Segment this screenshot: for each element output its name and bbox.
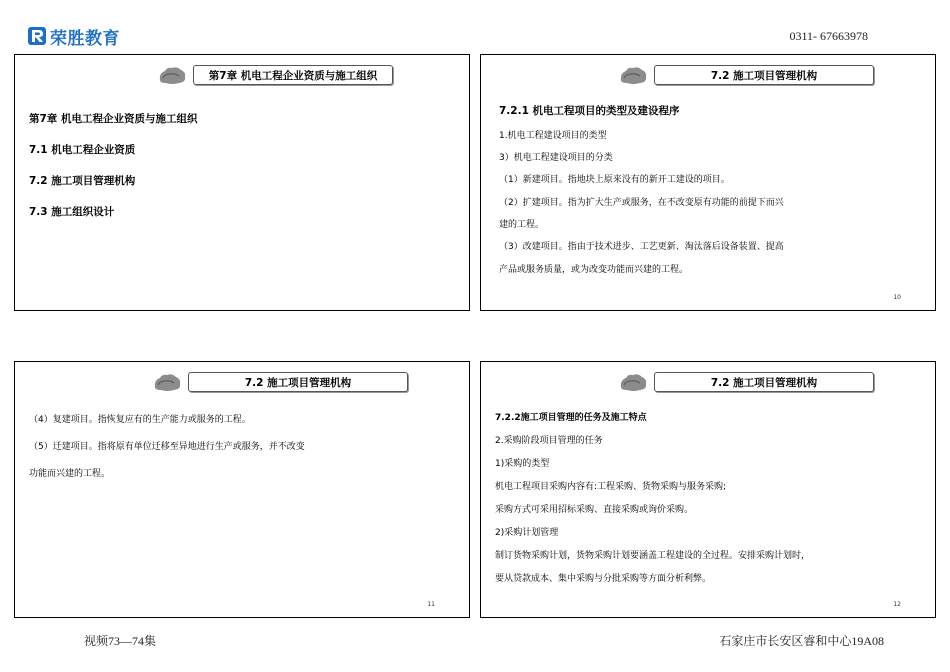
slide-line: 7.2 施工项目管理机构 [29,175,136,187]
slide-title: 第7章 机电工程企业资质与施工组织 [193,65,393,85]
slide-line: 要从贷款成本、集中采购与分批采购等方面分析利弊。 [495,574,712,584]
slide-2 [480,54,936,311]
slide-line: 1.机电工程建设项目的类型 [499,131,607,141]
slide-line: （1）新建项目。指地块上原来没有的新开工建设的项目。 [499,175,730,185]
decorative-blob-icon [157,65,187,85]
slide-line: （3）改建项目。指由于技术进步、工艺更新、淘汰落后设备装置、提高 [499,242,784,252]
slide-title: 7.2 施工项目管理机构 [188,372,408,392]
slide-title: 7.2 施工项目管理机构 [654,65,874,85]
slide-line: 7.3 施工组织设计 [29,206,115,218]
decorative-blob-icon [152,372,182,392]
slide-line: 产品或服务质量，或为改变功能而兴建的工程。 [499,265,689,275]
footer-video-label: 视频73—74集 [84,634,157,648]
logo-icon [27,26,47,46]
page-number: 12 [893,601,901,608]
slide-line: 1)采购的类型 [495,459,550,469]
page-number: 10 [893,294,901,301]
slide-title: 7.2 施工项目管理机构 [654,372,874,392]
slide-line: （5）迁建项目。指将原有单位迁移至异地进行生产或服务，并不改变 [29,442,305,452]
slide-4 [480,361,936,618]
slide-header [152,371,408,393]
slide-line: 建的工程。 [499,220,545,230]
slide-line: 第7章 机电工程企业资质与施工组织 [29,113,198,125]
decorative-blob-icon [618,65,648,85]
slide-line: 制订货物采购计划，货物采购计划要涵盖工程建设的全过程。安排采购计划时， [495,551,811,561]
slide-line: 机电工程项目采购内容有:工程采购、货物采购与服务采购; [495,482,727,492]
slide-header [157,64,393,86]
slide-line: 采购方式可采用招标采购、直接采购或询价采购。 [495,505,694,515]
page-number: 11 [427,601,435,608]
slide-line: （4）复建项目。指恢复应有的生产能力或服务的工程。 [29,415,251,425]
slide-line: （2）扩建项目。指为扩大生产或服务，在不改变原有功能的前提下而兴 [499,198,784,208]
slide-line: 2)采购计划管理 [495,528,559,538]
slide-header [618,371,874,393]
slide-1 [14,54,470,311]
logo-text: 荣胜教育 [50,28,120,49]
header-phone: 0311- 67663978 [789,29,868,43]
slide-3 [14,361,470,618]
slide-line: 7.2.1 机电工程项目的类型及建设程序 [499,105,680,117]
slide-line: 7.1 机电工程企业资质 [29,144,136,156]
slide-line: 功能而兴建的工程。 [29,469,111,479]
slide-line: 2.采购阶段项目管理的任务 [495,436,603,446]
slide-header [618,64,874,86]
slide-line: 3）机电工程建设项目的分类 [499,153,613,163]
company-logo [27,25,120,47]
slide-line: 7.2.2施工项目管理的任务及施工特点 [495,413,647,423]
footer-address: 石家庄市长安区睿和中心19A08 [719,634,884,648]
decorative-blob-icon [618,372,648,392]
